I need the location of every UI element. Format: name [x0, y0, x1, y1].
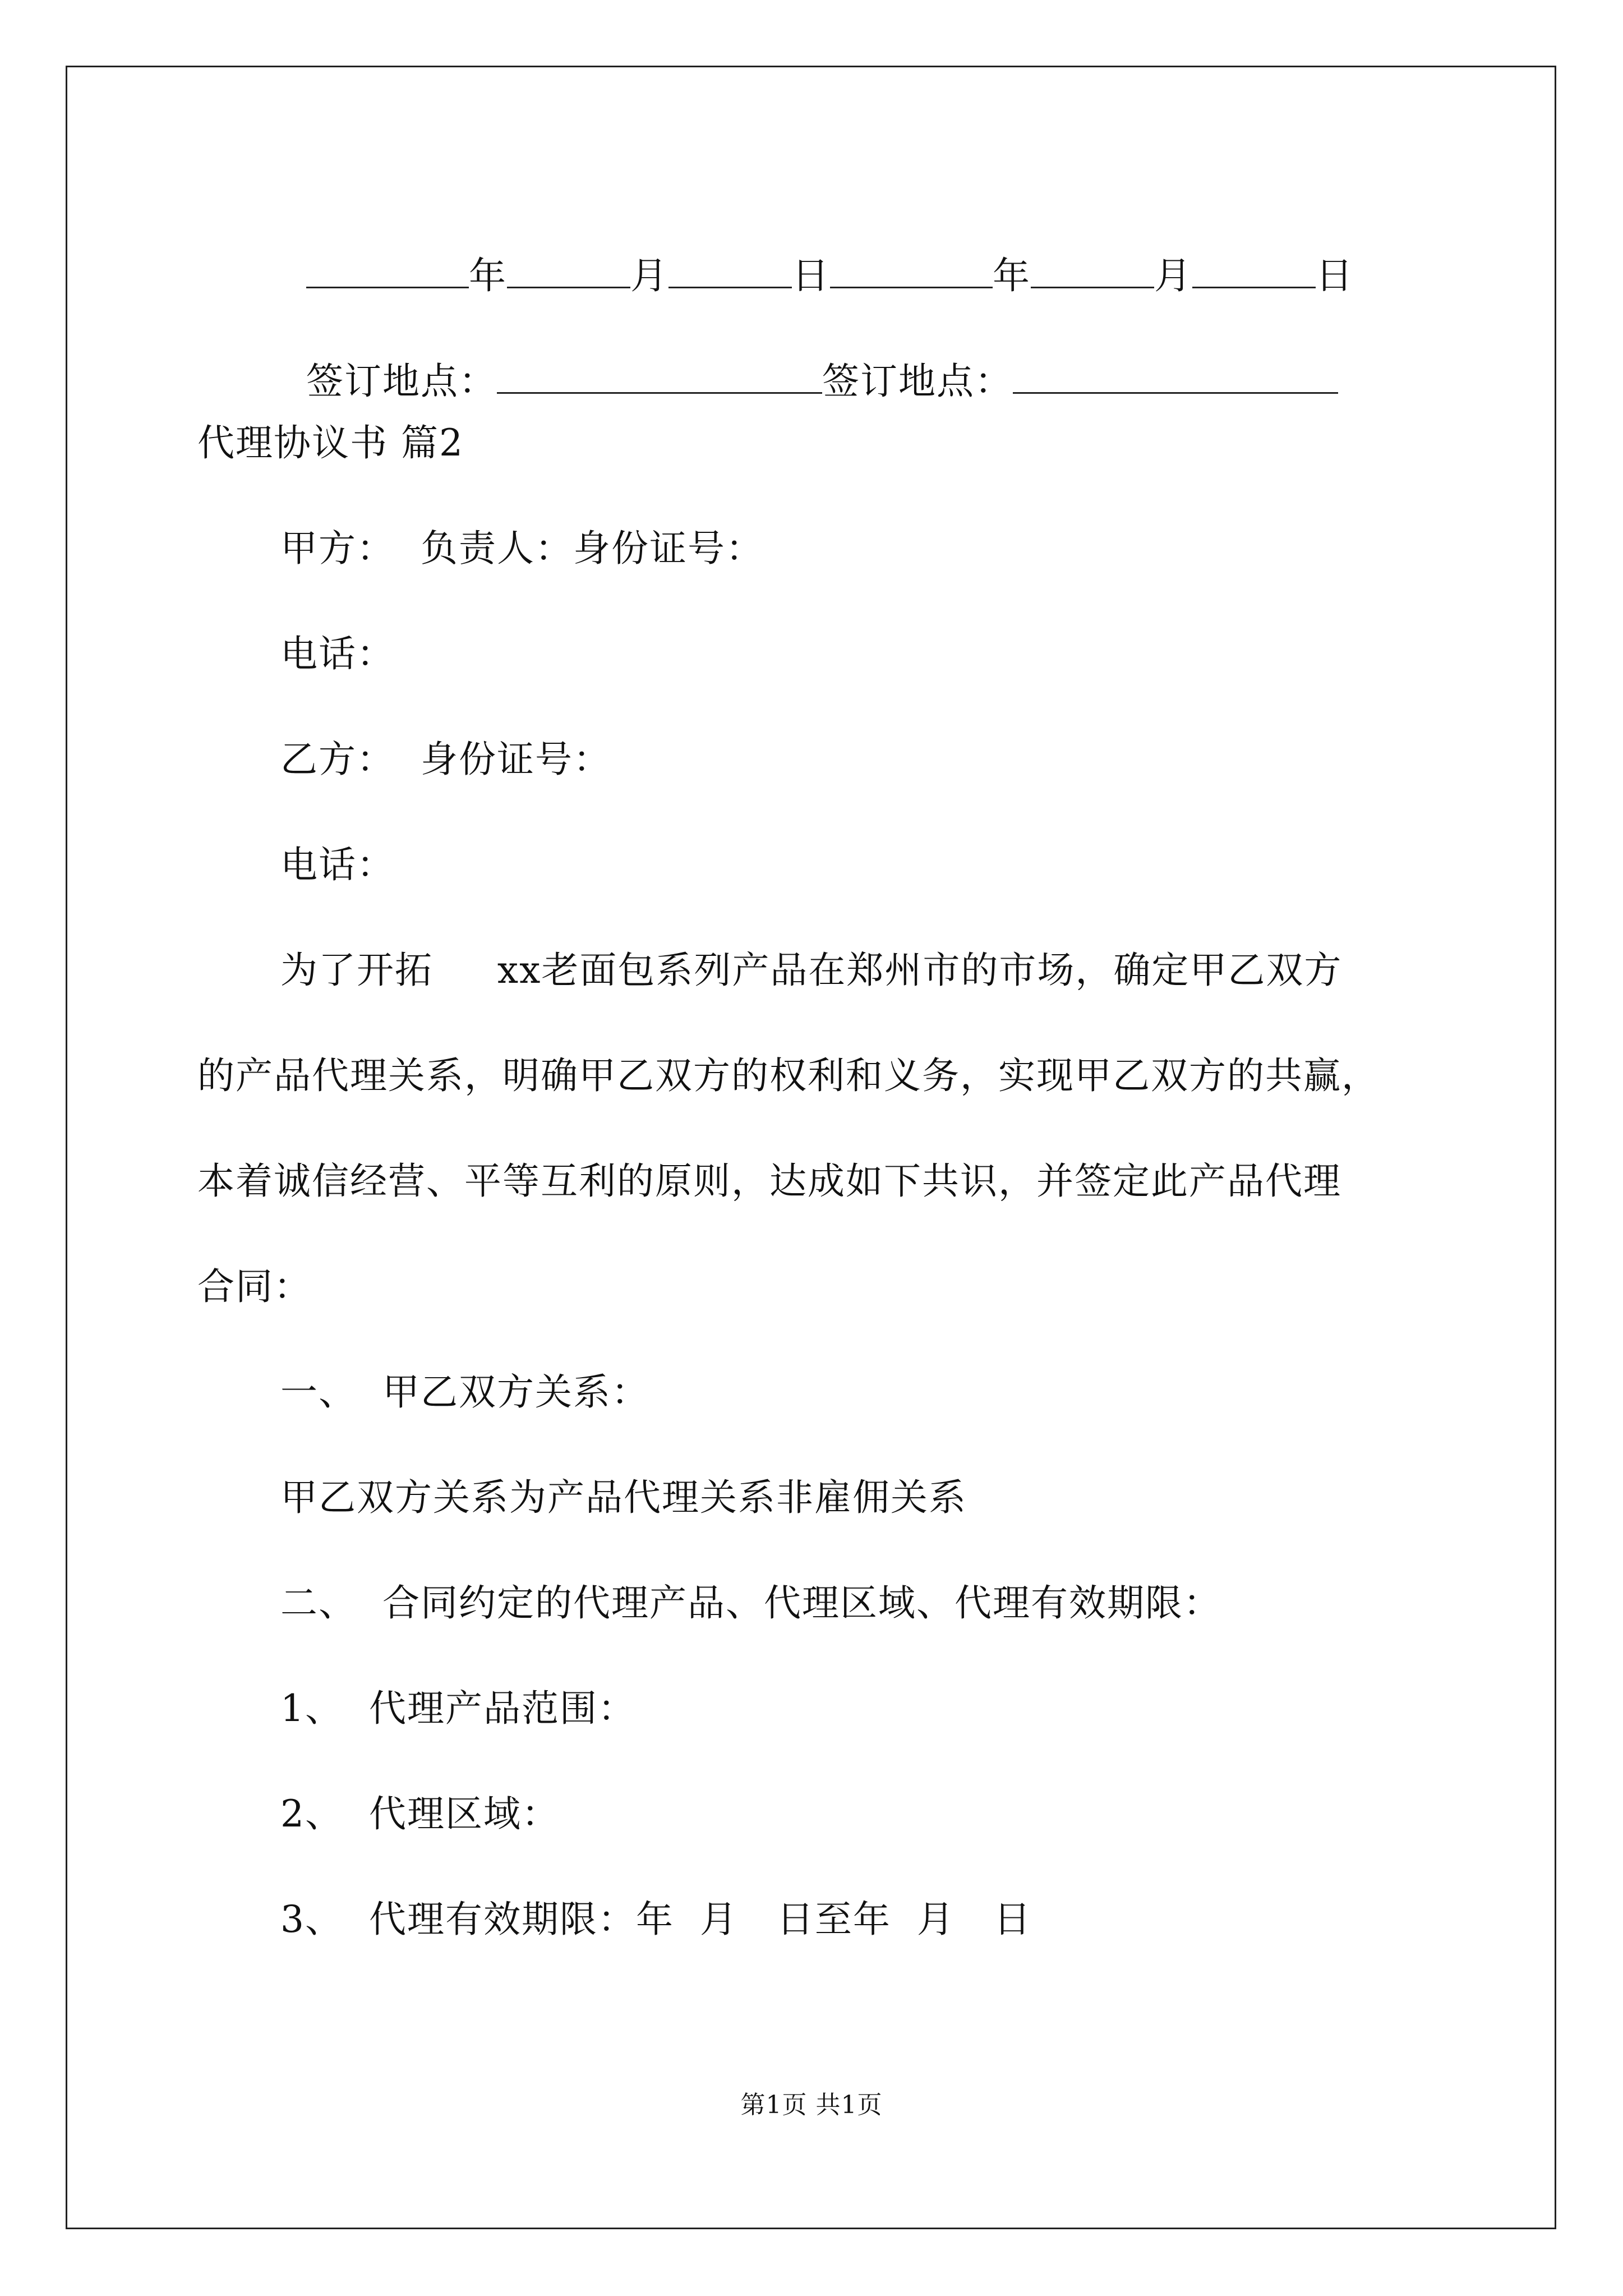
item-2: 2、 代理区域： — [280, 1792, 560, 1835]
clause-1-body: 甲乙双方关系为产品代理关系非雇佣关系 — [280, 1476, 967, 1519]
day-label-2: 日 — [1315, 254, 1354, 297]
day-label-1: 日 — [791, 254, 830, 297]
day-blank-2 — [1192, 254, 1316, 288]
section-heading: 代理协议书 篇2 — [197, 421, 464, 464]
place-label-1: 签订地点： — [306, 360, 497, 403]
page-footer: 第1页 共1页 — [740, 2091, 883, 2119]
date-line — [280, 209, 1354, 298]
month-label-1: 月 — [630, 254, 668, 297]
place-line — [280, 314, 1338, 404]
intro-paragraph-line-3: 本着诚信经营、平等互利的原则，达成如下共识，并签定此产品代理 — [197, 1159, 1341, 1203]
day-blank-1 — [668, 254, 792, 288]
year-label-1: 年 — [468, 254, 507, 297]
place-blank-2 — [1013, 360, 1338, 394]
party-a-phone: 电话： — [280, 632, 395, 675]
clause-1-heading: 一、 甲乙双方关系： — [280, 1370, 649, 1414]
intro-paragraph-line-1: 为了开拓 xx老面包系列产品在郑州市的市场，确定甲乙双方 — [280, 949, 1343, 992]
party-b-line: 乙方： 身份证号： — [280, 738, 611, 781]
clause-2-heading: 二、 合同约定的代理产品、代理区域、代理有效期限： — [280, 1581, 1221, 1625]
party-a-line: 甲方： 负责人：身份证号： — [280, 527, 764, 570]
intro-paragraph-line-2: 的产品代理关系，明确甲乙双方的权利和义务，实现甲乙双方的共赢， — [197, 1054, 1380, 1097]
year-label-2: 年 — [992, 254, 1031, 297]
party-b-phone: 电话： — [280, 843, 395, 886]
place-blank-1 — [497, 360, 822, 394]
month-blank-1 — [507, 254, 630, 288]
place-label-2: 签订地点： — [822, 360, 1013, 403]
month-label-2: 月 — [1154, 254, 1192, 297]
year-blank-2 — [830, 254, 993, 288]
month-blank-2 — [1031, 254, 1154, 288]
item-3: 3、 代理有效期限：年 月 日至年 月 日 — [280, 1898, 1032, 1941]
intro-paragraph-line-4: 合同： — [197, 1265, 312, 1308]
year-blank-1 — [306, 254, 469, 288]
item-1: 1、 代理产品范围： — [280, 1687, 636, 1730]
